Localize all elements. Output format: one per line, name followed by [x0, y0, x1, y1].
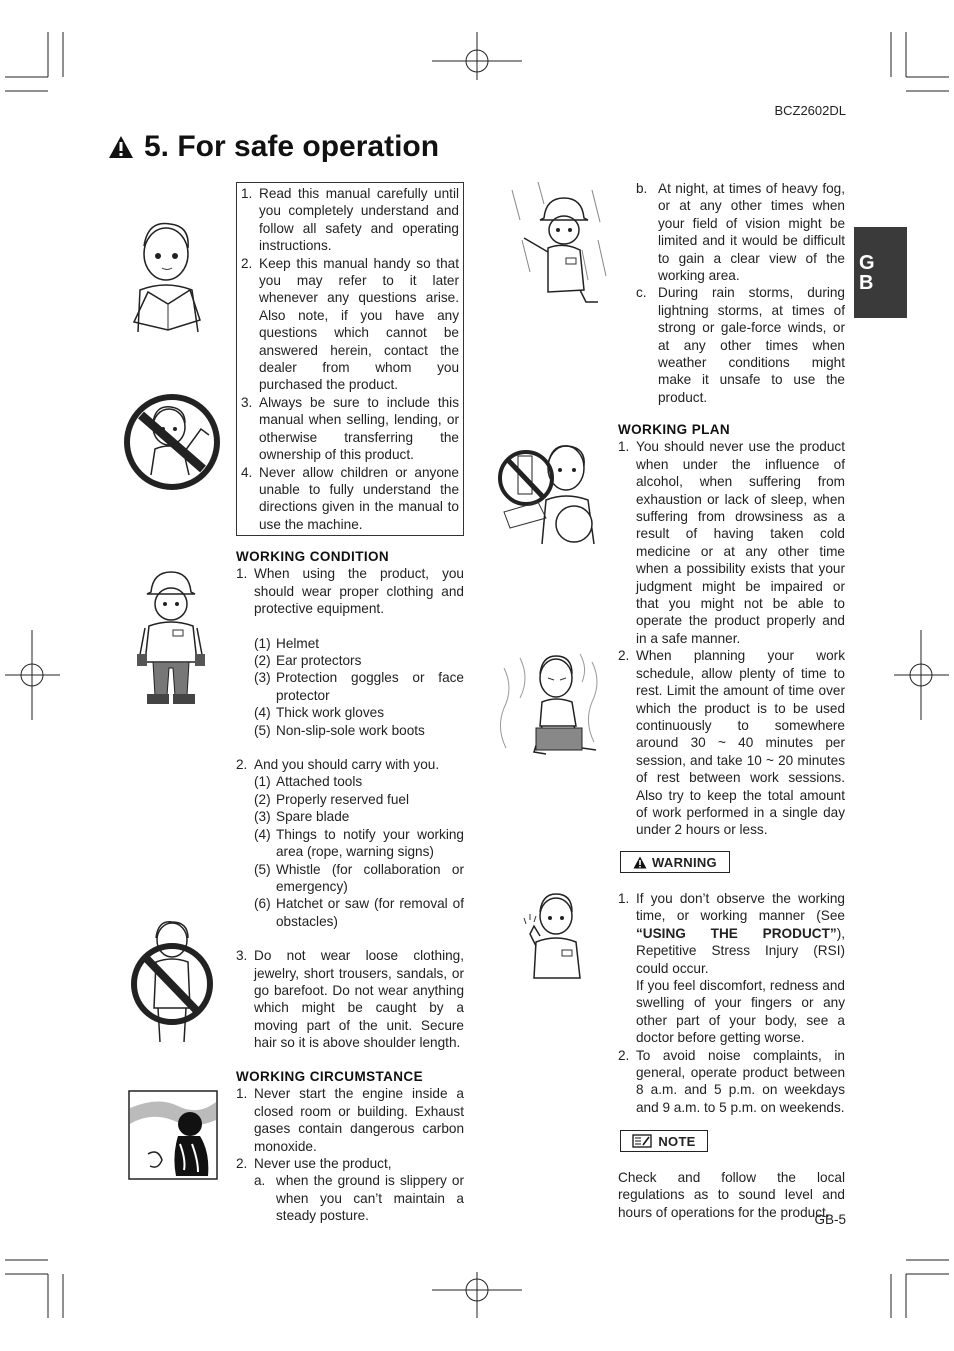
list-item: (5) Non-slip-sole work boots	[254, 722, 425, 738]
cross-reference: “USING THE PRODUCT”	[636, 925, 837, 941]
list-item: 1. When using the product, you should wear proper clothing and protective equipment.	[236, 566, 464, 617]
list-item: 2. Never use the product,	[236, 1156, 392, 1172]
note-text: Check and follow the local regulations as to sound level and hours of operations for the product.	[618, 1170, 845, 1220]
working-plan-section	[618, 421, 845, 839]
warning-label	[620, 851, 730, 873]
list-item: (1) Attached tools	[254, 774, 363, 790]
warning-text: ), Repetitive Stress Injury (RSI) could occur.	[636, 925, 845, 976]
warning-triangle-icon	[633, 856, 647, 869]
list-item: 4. Never allow children or anyone unable to fully understand the directions given in the manual to use the machine.	[241, 464, 459, 532]
working-condition-section	[236, 548, 464, 1052]
illustration-rsi-hand	[522, 890, 588, 982]
illustration-rain-storm	[508, 180, 612, 306]
side-tab-label: G B	[859, 252, 875, 294]
illustration-exhaust-gas	[128, 1090, 218, 1180]
list-item: 3. Always be sure to include this manual when selling, lending, or otherwise transferring the ownership of this product.	[241, 394, 459, 463]
list-item: (1) Helmet	[254, 635, 320, 651]
list-item: b. At night, at times of heavy fog, or at any other times when your field of vision might be limited and it would be difficult to gain a clear view of the working area.	[636, 181, 845, 284]
warning-label-text: WARNING	[652, 854, 717, 870]
equipment-list	[254, 635, 464, 739]
illustration-no-alcohol-medicine	[498, 438, 610, 548]
working-circumstance-section	[236, 1068, 464, 1225]
list-item: 2. And you should carry with you.	[236, 757, 440, 773]
section-heading: WORKING PLAN	[618, 422, 731, 437]
list-item: (4) Thick work gloves	[254, 705, 385, 721]
warning-section	[618, 890, 845, 1116]
side-tab	[854, 227, 907, 318]
warning-text: If you don’t observe the working time, or working manner (See	[636, 891, 845, 924]
note-icon	[632, 1134, 652, 1148]
circumstance-continued	[636, 180, 845, 406]
list-item: 2. When planning your work schedule, allow plenty of time to rest. Limit the amount of time over which the product is to be used continuously to somewhere around 30 ~ 40 minutes per session, and take 10 ~ 20 minutes of rest between work sessions. Also try to keep the total amount of work performed in a single day under 2 hours or less.	[618, 648, 845, 838]
list-item: (3) Spare blade	[254, 809, 350, 825]
list-item: 2. Keep this manual handy so that you may refer to it later whenever any questions arise. Also note, if you have any questions which cannot be answered herein, contact the dealer from whom you purchased the product.	[241, 255, 459, 393]
warning-triangle-icon	[108, 135, 134, 159]
illustration-reading-manual	[128, 212, 208, 337]
page-title	[108, 130, 439, 164]
list-item: (2) Ear protectors	[254, 653, 362, 669]
section-heading: WORKING CIRCUMSTANCE	[236, 1069, 423, 1084]
list-item: 1. Read this manual carefully until you completely understand and follow all safety and operating instructions.	[241, 186, 459, 254]
list-item: 2. To avoid noise complaints, in general, operate product between 8 a.m. and 5 p.m. on weekdays and 9 a.m. to 5 p.m. on weekends.	[618, 1047, 845, 1115]
intro-instructions-box	[236, 182, 464, 536]
list-item: 3. Do not wear loose clothing, jewelry, short trousers, sandals, or go barefoot. Do not wear anything which might be caught by a moving part of the unit. Secure hair so it is above shoulder length.	[236, 948, 464, 1051]
list-item: (6) Hatchet or saw (for removal of obstacles)	[254, 896, 464, 929]
list-item: (4) Things to notify your working area (rope, warning signs)	[254, 826, 464, 860]
list-item: a. when the ground is slippery or when you can’t maintain a steady posture.	[254, 1173, 464, 1224]
list-item: c. During rain storms, during lightning storms, at times of strong or gale-force winds, or at any other times when weather conditions might make it unsafe to use the product.	[636, 285, 845, 405]
illustration-no-loose-clothing	[128, 918, 216, 1050]
page-number: GB-5	[814, 1212, 846, 1227]
list-item: If you feel discomfort, redness and swelling of your fingers or any other part of your body, see a doctor before getting worse.	[636, 978, 845, 1046]
illustration-protective-gear	[135, 568, 207, 710]
list-item: 1. If you don’t observe the working time, or working manner (See “USING THE PRODUCT”), Repetitive Stress Injury (RSI) could occur.	[618, 891, 845, 976]
list-item: (3) Protection goggles or face protector	[254, 670, 464, 703]
list-item: 1. Never start the engine inside a closed room or building. Exhaust gases contain dangerous carbon monoxide.	[236, 1086, 464, 1154]
illustration-fatigue	[496, 648, 608, 764]
note-label-text: NOTE	[658, 1133, 696, 1149]
list-item: (2) Properly reserved fuel	[254, 791, 409, 807]
page-title-text: 5. For safe operation	[144, 130, 440, 163]
carry-list	[254, 773, 464, 930]
list-item: 1. You should never use the product when under the influence of alcohol, when suffering from exhaustion or lack of sleep, when suffering from drowsiness as a result of having taken cold medicine or at any other time when a possibility exists that your judgment might be impaired or that you might not be able to operate the product properly and in a safe manner.	[618, 439, 845, 646]
document-code: BCZ2602DL	[774, 103, 846, 118]
note-label	[620, 1130, 708, 1152]
section-heading: WORKING CONDITION	[236, 549, 390, 564]
list-item: (5) Whistle (for collaboration or emergency)	[254, 861, 464, 894]
illustration-no-children	[123, 393, 221, 491]
